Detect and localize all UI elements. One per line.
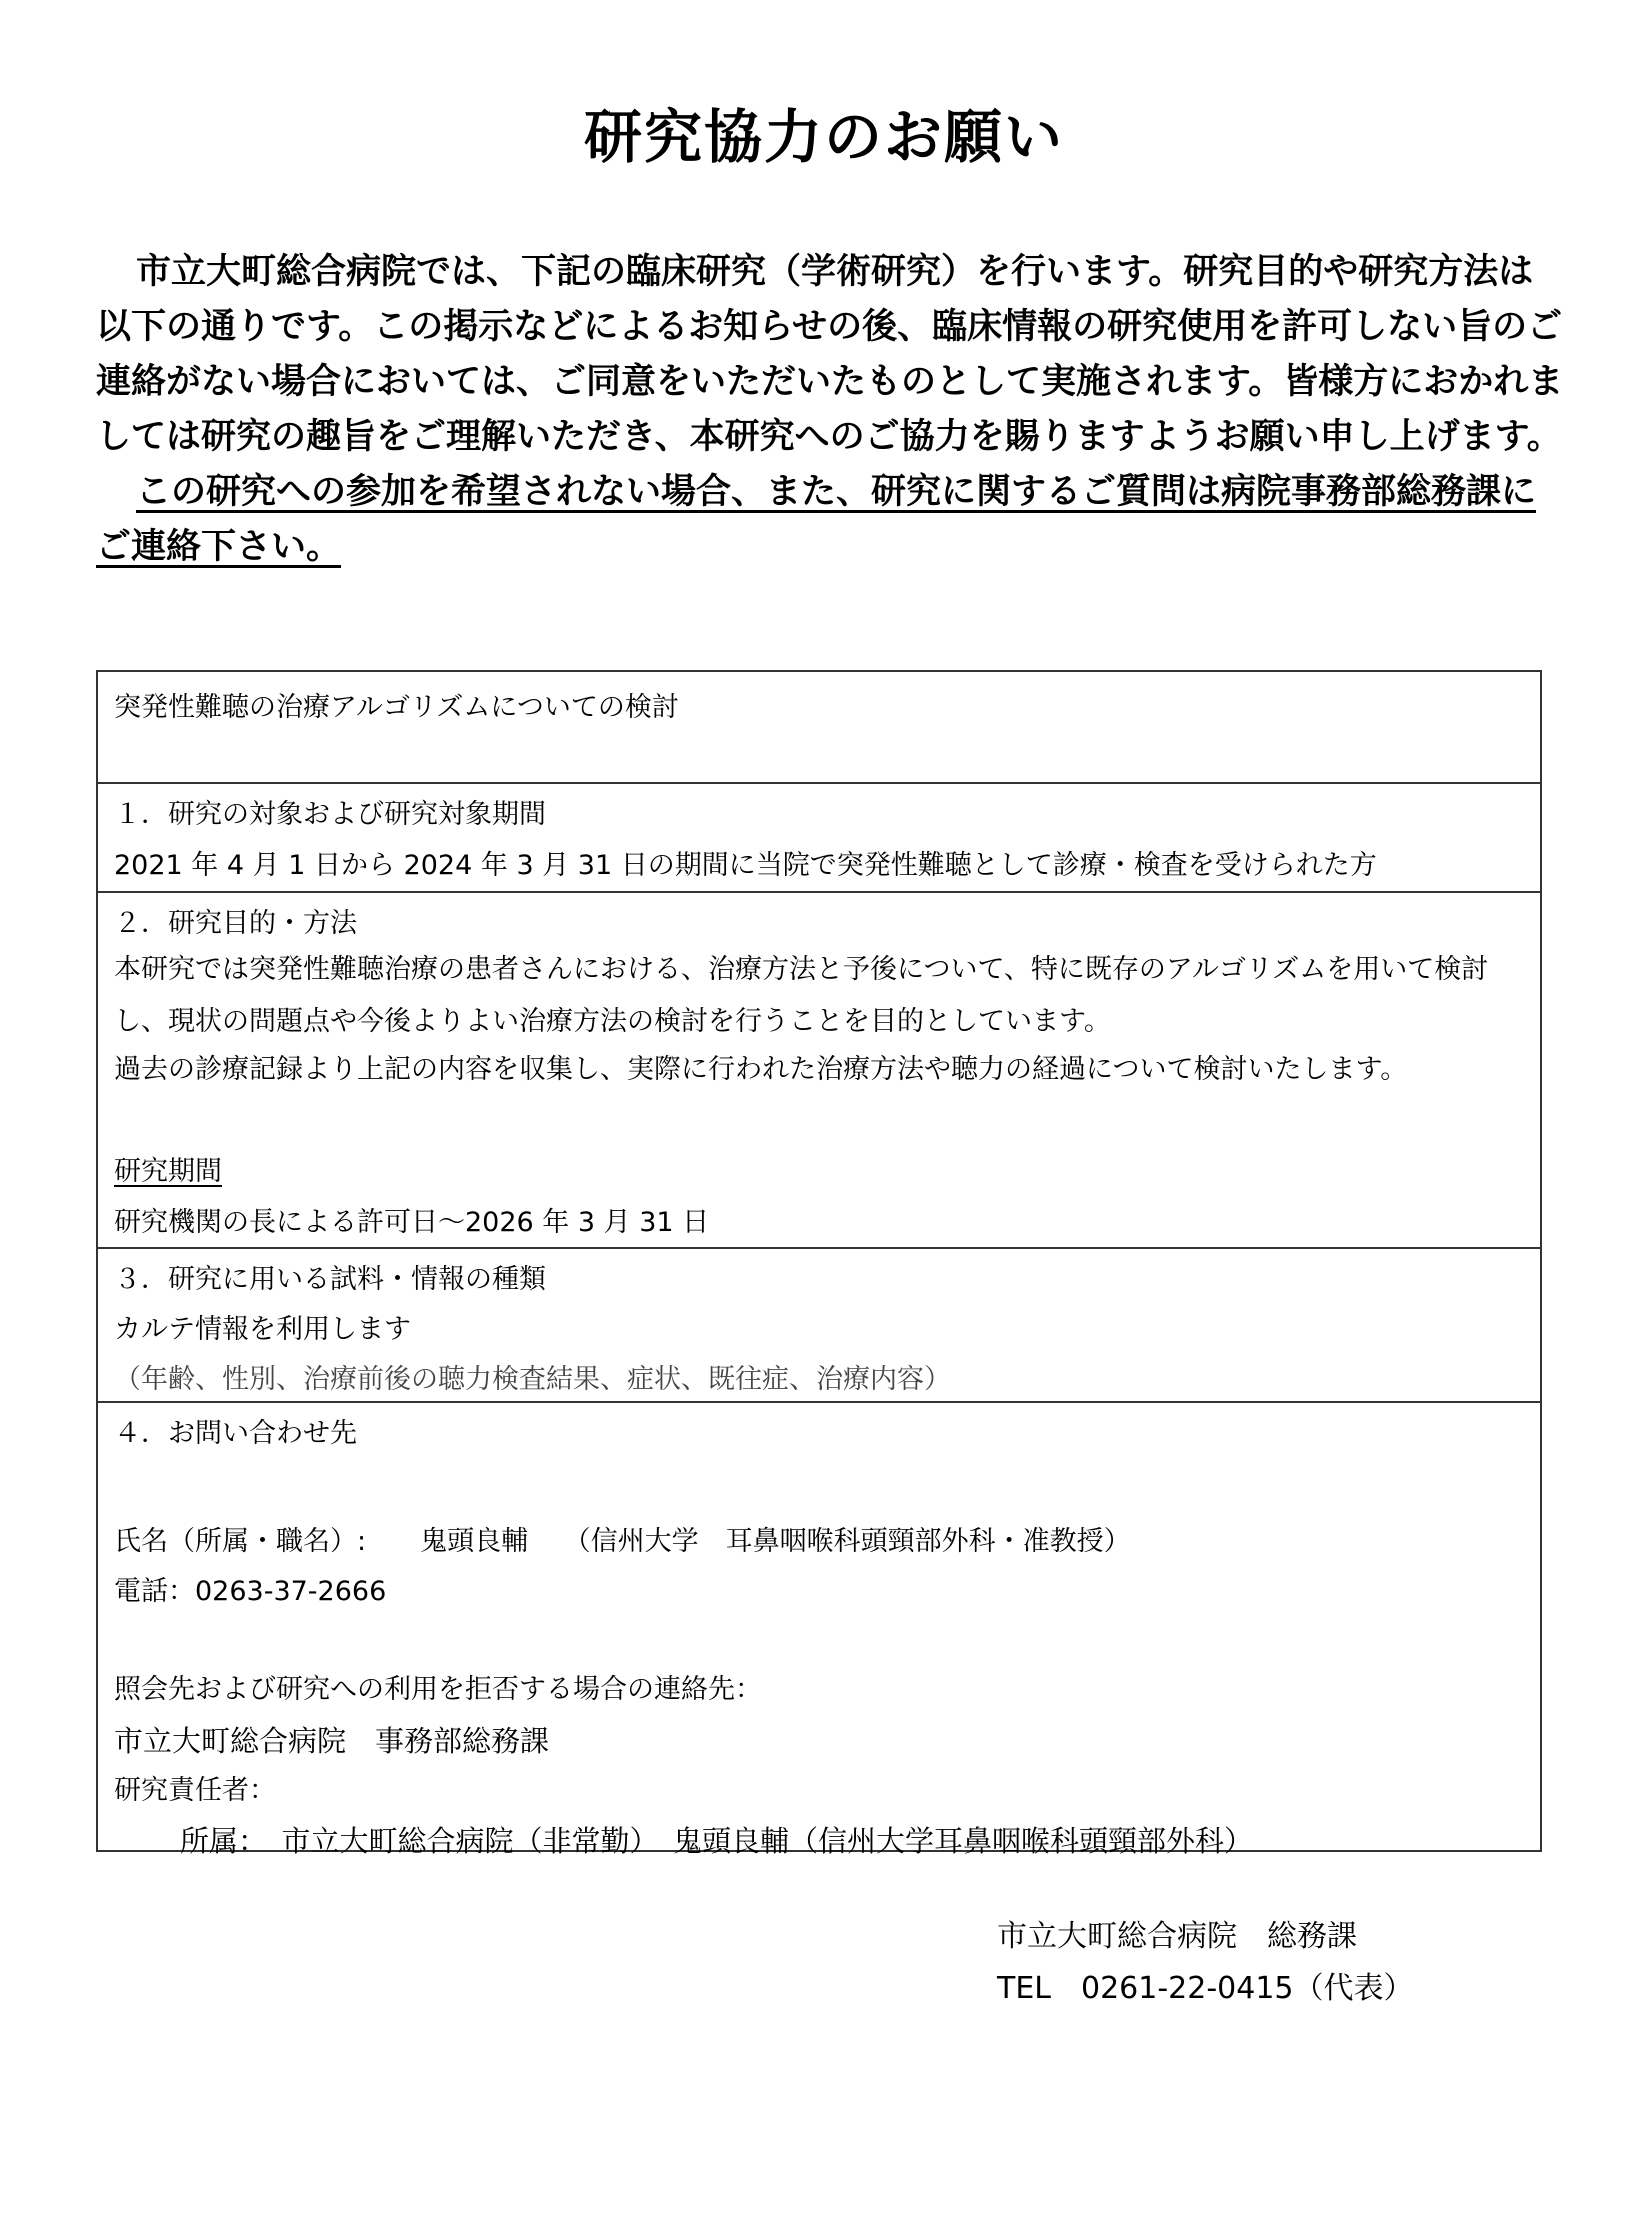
- inquiry-contact-org: 市立大町総合病院 事務部総務課: [114, 1724, 550, 1758]
- inquiry-contact-label: 照会先および研究への利用を拒否する場合の連絡先：: [114, 1674, 762, 1705]
- divider: [98, 1247, 1540, 1249]
- pi-affiliation: 所属： 市立大町総合病院（非常勤） 鬼頭良輔（信州大学耳鼻咽喉科頭頸部外科）: [180, 1824, 1254, 1858]
- intro-paragraph: 市立大町総合病院では、下記の臨床研究（学術研究）を行います。研究目的や研究方法は以下の通りです。この掲示などによるお知らせの後、臨床情報の研究使用を許可しない旨のご連絡がない場合においては、ご同意をいただいたものとして実施されます。皆様方におかれましては研究の趣旨をご理解いただき、本研究へのご協力を賜りますようお願い申し上げます。: [96, 252, 1564, 457]
- section2-purpose: 本研究では突発性難聴治療の患者さんにおける、治療方法と予後について、特に既存のアルゴリズムを用いて検討し、現状の問題点や今後よりよい治療方法の検討を行うことを目的としています。: [114, 954, 1489, 1037]
- section2-method: 過去の診療記録より上記の内容を収集し、実際に行われた治療方法や聴力の経過について検討いたします。: [114, 1054, 1408, 1085]
- section2-heading: ２．研究目的・方法: [114, 908, 357, 939]
- intro-text: [96, 245, 1566, 575]
- divider: [98, 782, 1540, 784]
- section1-body: 2021 年 4 月 1 日から 2024 年 3 月 31 日の期間に当院で突発性難聴として診療・検査を受けられた方: [114, 850, 1377, 881]
- opt-out-request: この研究への参加を希望されない場合、また、研究に関するご質問は病院事務部総務課にご連絡下さい。: [96, 472, 1537, 567]
- section1-heading: １．研究の対象および研究対象期間: [114, 799, 546, 830]
- study-period: 研究機関の長による許可日～2026 年 3 月 31 日: [114, 1207, 710, 1238]
- section4-heading: ４．お問い合わせ先: [114, 1418, 357, 1449]
- page-title: 研究協力のお願い: [583, 103, 1064, 171]
- study-info-table: [96, 670, 1542, 1858]
- footer-tel: TEL 0261-22-0415（代表）: [997, 1971, 1414, 2006]
- contact-phone: 電話：0263-37-2666: [114, 1576, 387, 1607]
- study-period-label: 研究期間: [114, 1156, 222, 1187]
- section3-note: （年齢、性別、治療前後の聴力検査結果、症状、既往症、治療内容）: [114, 1364, 951, 1395]
- footer-org: 市立大町総合病院 総務課: [997, 1919, 1357, 1954]
- section3-heading: ３．研究に用いる試料・情報の種類: [114, 1264, 546, 1295]
- divider: [98, 891, 1540, 893]
- pi-label: 研究責任者：: [114, 1775, 276, 1806]
- study-title: 突発性難聴の治療アルゴリズムについての検討: [114, 692, 679, 723]
- section3-body: カルテ情報を利用します: [114, 1314, 411, 1345]
- divider: [98, 1401, 1540, 1403]
- contact-name: 氏名（所属・職名）: 鬼頭良輔 （信州大学 耳鼻咽喉科頭頸部外科・准教授）: [114, 1526, 1131, 1557]
